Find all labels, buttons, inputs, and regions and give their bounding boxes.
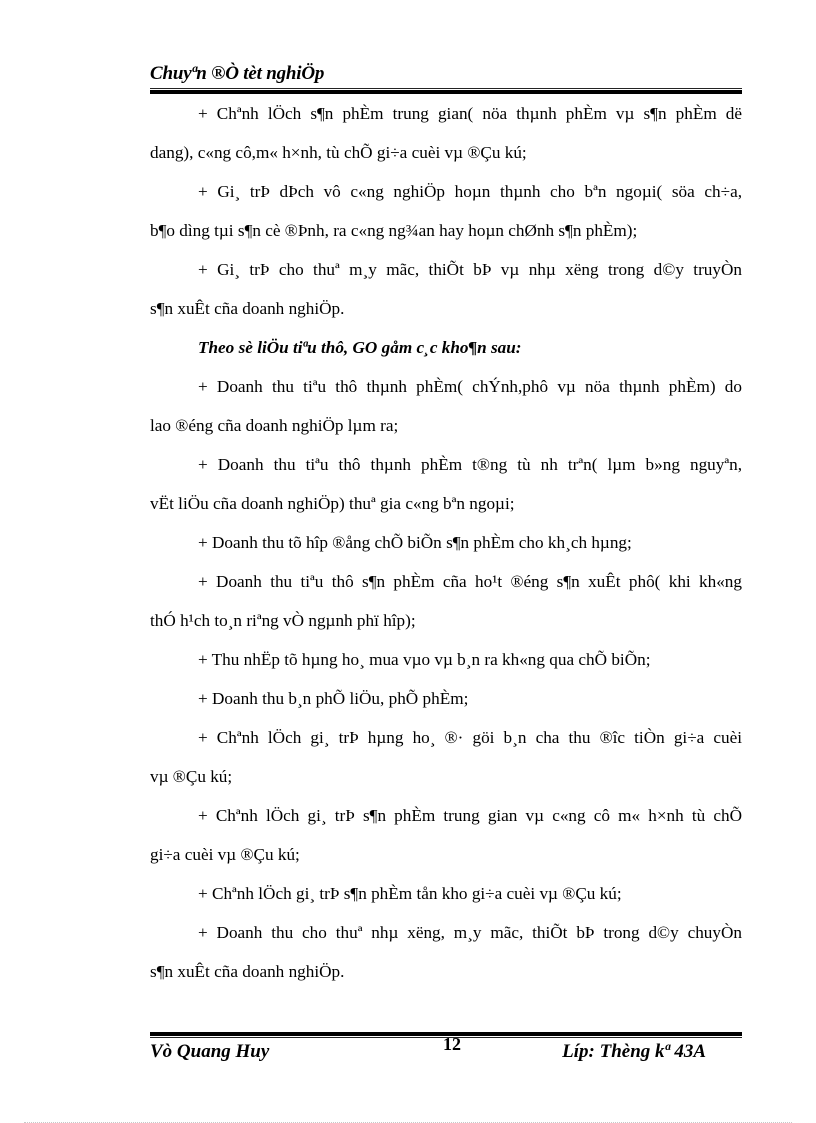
paragraph-line: + Doanh thu tõ hîp ®ång chÕ biÕn s¶n phÈm cho kh¸ch hµng; <box>198 533 632 552</box>
footer-author: Vò Quang Huy <box>150 1041 270 1062</box>
paragraph-line: + Gi¸ trÞ cho thuª m¸y mãc, thiÕt bÞ vµ nhµ xëng trong d©y truyÒn <box>198 260 742 279</box>
paragraph-line: + Doanh thu b¸n phÕ liÖu, phÕ phÈm; <box>198 689 469 708</box>
paragraph-line: s¶n xuÊt cña doanh nghiÖp. <box>150 299 345 318</box>
paragraph-line: + Chªnh lÖch s¶n phÈm trung gian( nöa thµnh phÈm vµ s¶n phÈm dë <box>198 104 742 123</box>
paragraph-line: s¶n xuÊt cña doanh nghiÖp. <box>150 962 345 981</box>
paragraph-line: + Chªnh lÖch gi¸ trÞ s¶n phÈm tån kho gi÷a cuèi vµ ®Çu kú; <box>198 884 622 903</box>
paragraph-line: + Thu nhËp tõ hµng ho¸ mua vµo vµ b¸n ra kh«ng qua chÕ biÕn; <box>198 650 651 669</box>
paragraph-line: + Gi¸ trÞ dÞch vô c«ng nghiÖp hoµn thµnh cho bªn ngoµi( söa ch÷a, <box>198 182 742 201</box>
footer-class-label: Líp: Thèng kª 43A <box>562 1041 706 1062</box>
paragraph-line: lao ®éng cña doanh nghiÖp lµm ra; <box>150 416 399 435</box>
paragraph-line: + Doanh thu cho thuª nhµ xëng, m¸y mãc, thiÕt bÞ trong d©y chuyÒn <box>198 923 742 942</box>
header-title: Chuyªn ®Ò tèt nghiÖp <box>150 63 325 84</box>
paragraph-line: vËt liÖu cña doanh nghiÖp) thuª gia c«ng bªn ngoµi; <box>150 494 515 513</box>
body-text <box>150 98 742 995</box>
paragraph-line: b¶o dìng tµi s¶n cè ®Þnh, ra c«ng ng¾an hay hoµn chØnh s¶n phÈm); <box>150 221 638 240</box>
section-heading: Theo sè liÖu tiªu thô, GO gåm c¸c kho¶n sau: <box>198 338 522 357</box>
header-rule-thick <box>150 90 742 94</box>
paragraph-line: dang), c«ng cô,m« h×nh, tù chÕ gi÷a cuèi vµ ®Çu kú; <box>150 143 527 162</box>
paragraph-line: + Doanh thu tiªu thô s¶n phÈm cña ho¹t ®éng s¶n xuÊt phô( khi kh«ng <box>198 572 742 591</box>
paragraph-line: + Doanh thu tiªu thô thµnh phÈm t®ng tù nh trªn( lµm b»ng nguyªn, <box>198 455 742 474</box>
paragraph-line: vµ ®Çu kú; <box>150 767 233 786</box>
paragraph-line: thÓ h¹ch to¸n riªng vÒ ngµnh phï hîp); <box>150 611 416 630</box>
page-number: 12 <box>443 1034 461 1054</box>
paragraph-line: + Doanh thu tiªu thô thµnh phÈm( chÝnh,phô vµ nöa thµnh phÈm) do <box>198 377 742 396</box>
paragraph-line: gi÷a cuèi vµ ®Çu kú; <box>150 845 300 864</box>
paragraph-line: + Chªnh lÖch gi¸ trÞ s¶n phÈm trung gian vµ c«ng cô m« h×nh tù chÕ <box>198 806 742 825</box>
header-rule <box>150 88 742 95</box>
paragraph-line: + Chªnh lÖch gi¸ trÞ hµng ho¸ ®· göi b¸n cha thu ®îc tiÒn gi÷a cuèi <box>198 728 742 747</box>
header-rule-thin <box>150 88 742 89</box>
